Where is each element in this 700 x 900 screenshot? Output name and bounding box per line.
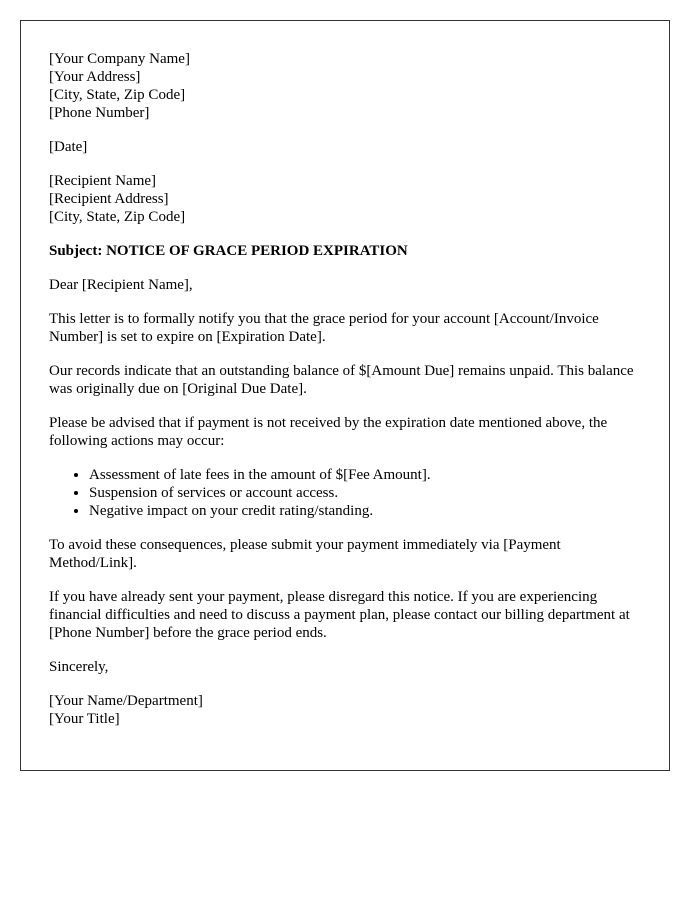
recipient-block — [49, 172, 649, 226]
letter-date: [Date] — [49, 139, 88, 155]
list-item: • Negative impact on your credit rating/standing. — [89, 502, 649, 520]
sender-company: [Your Company Name] — [49, 51, 190, 67]
recipient-address: [Recipient Address] — [49, 191, 169, 207]
list-item: • Assessment of late fees in the amount of $[Fee Amount]. — [89, 466, 649, 484]
signature-block — [49, 692, 649, 728]
letter-page — [20, 20, 670, 771]
sender-address: [Your Address] — [49, 69, 141, 85]
list-item: • Suspension of services or account access. — [89, 484, 649, 502]
date-block — [49, 138, 649, 156]
signature-name: [Your Name/Department] — [49, 693, 203, 709]
recipient-city: [City, State, Zip Code] — [49, 209, 186, 225]
paragraph-notice: This letter is to formally notify you that the grace period for your account [Account/Invoice Number] is set to expire on [Expiration Date]. — [49, 311, 599, 345]
signature-title: [Your Title] — [49, 711, 120, 727]
sender-city: [City, State, Zip Code] — [49, 87, 186, 103]
subject-line: Subject: NOTICE OF GRACE PERIOD EXPIRATION — [49, 243, 408, 259]
sender-block — [49, 50, 649, 122]
paragraph-payment: To avoid these consequences, please submit your payment immediately via [Payment Method/Link]. — [49, 537, 561, 571]
salutation: Dear [Recipient Name], — [49, 277, 193, 293]
consequences-list — [49, 466, 649, 520]
paragraph-disregard: If you have already sent your payment, please disregard this notice. If you are experiencing financial difficulties and need to discuss a payment plan, please contact our billing department at [Phone Number] before the grace period ends. — [49, 589, 630, 641]
signoff: Sincerely, — [49, 659, 109, 675]
sender-phone: [Phone Number] — [49, 105, 150, 121]
paragraph-warning: Please be advised that if payment is not received by the expiration date mentioned above, the following actions may occur: — [49, 415, 608, 449]
paragraph-balance: Our records indicate that an outstanding balance of $[Amount Due] remains unpaid. This balance was originally due on [Original Due Date]. — [49, 363, 634, 397]
recipient-name: [Recipient Name] — [49, 173, 157, 189]
